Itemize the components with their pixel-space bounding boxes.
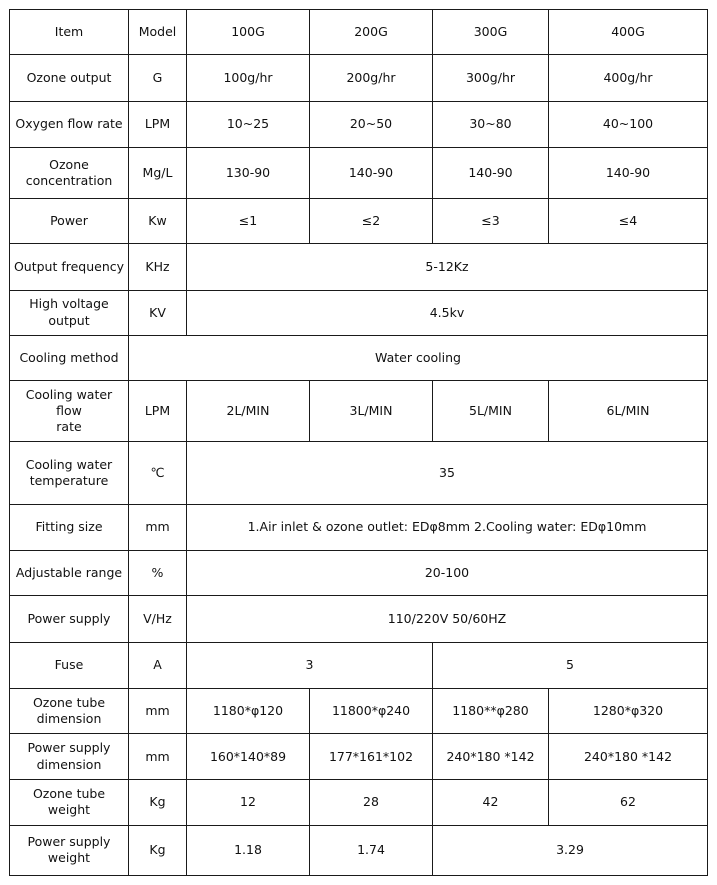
row-unit: Mg/L (129, 147, 187, 198)
row-unit: Kw (129, 199, 187, 244)
row-label-line: Ozone tube (32, 694, 106, 710)
row-unit: G (129, 55, 187, 101)
row-label-line: Power supply (27, 834, 111, 850)
row-label (10, 381, 129, 442)
cell-value: ≤3 (433, 199, 549, 244)
table-row (10, 55, 708, 101)
cell-value: 3.29 (433, 825, 708, 875)
table-row (10, 642, 708, 688)
row-unit: V/Hz (129, 596, 187, 642)
row-label: Ozone output (10, 55, 129, 101)
table-row (10, 381, 708, 442)
table-row (10, 551, 708, 596)
row-unit: mm (129, 734, 187, 780)
table-row (10, 335, 708, 380)
cell-value: 5 (433, 642, 708, 688)
row-label: Power (10, 199, 129, 244)
row-unit: A (129, 642, 187, 688)
cell-value: Water cooling (129, 335, 708, 380)
row-unit: LPM (129, 381, 187, 442)
cell-value: 20~50 (310, 101, 433, 147)
row-label: Fitting size (10, 504, 129, 550)
header-model-100g: 100G (187, 10, 310, 55)
cell-value: 300g/hr (433, 55, 549, 101)
cell-value: 110/220V 50/60HZ (187, 596, 708, 642)
cell-value: 11800*φ240 (310, 688, 433, 733)
row-label (10, 825, 129, 875)
cell-value: 10~25 (187, 101, 310, 147)
cell-value: 2L/MIN (187, 381, 310, 442)
table-row (10, 688, 708, 733)
cell-value: 160*140*89 (187, 734, 310, 780)
table-row (10, 147, 708, 198)
table-row (10, 596, 708, 642)
table-row (10, 101, 708, 147)
row-unit: mm (129, 688, 187, 733)
row-label: Power supply (10, 596, 129, 642)
cell-value: ≤2 (310, 199, 433, 244)
cell-value: 35 (187, 442, 708, 504)
row-label-line: output (48, 312, 90, 328)
header-model: Model (129, 10, 187, 55)
cell-value: 177*161*102 (310, 734, 433, 780)
header-model-400g: 400G (549, 10, 708, 55)
row-label-line: rate (56, 419, 82, 435)
row-unit: Kg (129, 825, 187, 875)
cell-value: 40~100 (549, 101, 708, 147)
cell-value: 140-90 (433, 147, 549, 198)
cell-value: 1.18 (187, 825, 310, 875)
row-label-line: Power supply (27, 740, 111, 756)
row-label (10, 734, 129, 780)
cell-value: 28 (310, 780, 433, 825)
row-label-line: temperature (29, 473, 109, 489)
row-label: Ozone tube weight (10, 780, 129, 825)
row-label-line: weight (47, 850, 91, 866)
spec-table (9, 9, 708, 876)
row-unit: LPM (129, 101, 187, 147)
header-model-200g: 200G (310, 10, 433, 55)
cell-value: 1180*φ120 (187, 688, 310, 733)
cell-value: 30~80 (433, 101, 549, 147)
row-label (10, 688, 129, 733)
cell-value: 42 (433, 780, 549, 825)
cell-value: 140-90 (549, 147, 708, 198)
cell-value: 3L/MIN (310, 381, 433, 442)
cell-value: ≤4 (549, 199, 708, 244)
row-unit: mm (129, 504, 187, 550)
table-row (10, 825, 708, 875)
row-label: Output frequency (10, 244, 129, 290)
cell-value: 4.5kv (187, 290, 708, 335)
table-row (10, 504, 708, 550)
row-label (10, 442, 129, 504)
row-label: Oxygen flow rate (10, 101, 129, 147)
cell-value: 1.74 (310, 825, 433, 875)
cell-value: 5L/MIN (433, 381, 549, 442)
row-label (10, 147, 129, 198)
cell-value: 1.Air inlet & ozone outlet: EDφ8mm 2.Cooling water: EDφ10mm (187, 504, 708, 550)
cell-value: 140-90 (310, 147, 433, 198)
row-label-line: High voltage (29, 296, 109, 312)
table-row (10, 734, 708, 780)
cell-value: 62 (549, 780, 708, 825)
row-unit: KV (129, 290, 187, 335)
header-item: Item (10, 10, 129, 55)
row-label-line: concentration (25, 172, 113, 188)
cell-value: 400g/hr (549, 55, 708, 101)
row-unit: ℃ (129, 442, 187, 504)
header-row (10, 10, 708, 55)
cell-value: 12 (187, 780, 310, 825)
cell-value: 240*180 *142 (549, 734, 708, 780)
row-label-line: dimension (36, 710, 102, 726)
table-row (10, 199, 708, 244)
row-label (10, 290, 129, 335)
row-label-line: Cooling water (25, 456, 113, 472)
row-unit: Kg (129, 780, 187, 825)
cell-value: 20-100 (187, 551, 708, 596)
cell-value: 3 (187, 642, 433, 688)
table-row (10, 780, 708, 825)
row-label-line: Ozone (49, 156, 89, 172)
cell-value: 1180**φ280 (433, 688, 549, 733)
cell-value: 1280*φ320 (549, 688, 708, 733)
cell-value: ≤1 (187, 199, 310, 244)
row-unit: KHz (129, 244, 187, 290)
row-label: Cooling method (10, 335, 129, 380)
cell-value: 240*180 *142 (433, 734, 549, 780)
row-label-line: dimension (36, 756, 102, 772)
cell-value: 5-12Kz (187, 244, 708, 290)
row-unit: % (129, 551, 187, 596)
row-label-line: Cooling water flow (25, 386, 113, 419)
row-label: Fuse (10, 642, 129, 688)
row-label: Adjustable range (10, 551, 129, 596)
cell-value: 100g/hr (187, 55, 310, 101)
cell-value: 200g/hr (310, 55, 433, 101)
header-model-300g: 300G (433, 10, 549, 55)
table-row (10, 244, 708, 290)
table-row (10, 290, 708, 335)
table-row (10, 442, 708, 504)
cell-value: 6L/MIN (549, 381, 708, 442)
cell-value: 130-90 (187, 147, 310, 198)
